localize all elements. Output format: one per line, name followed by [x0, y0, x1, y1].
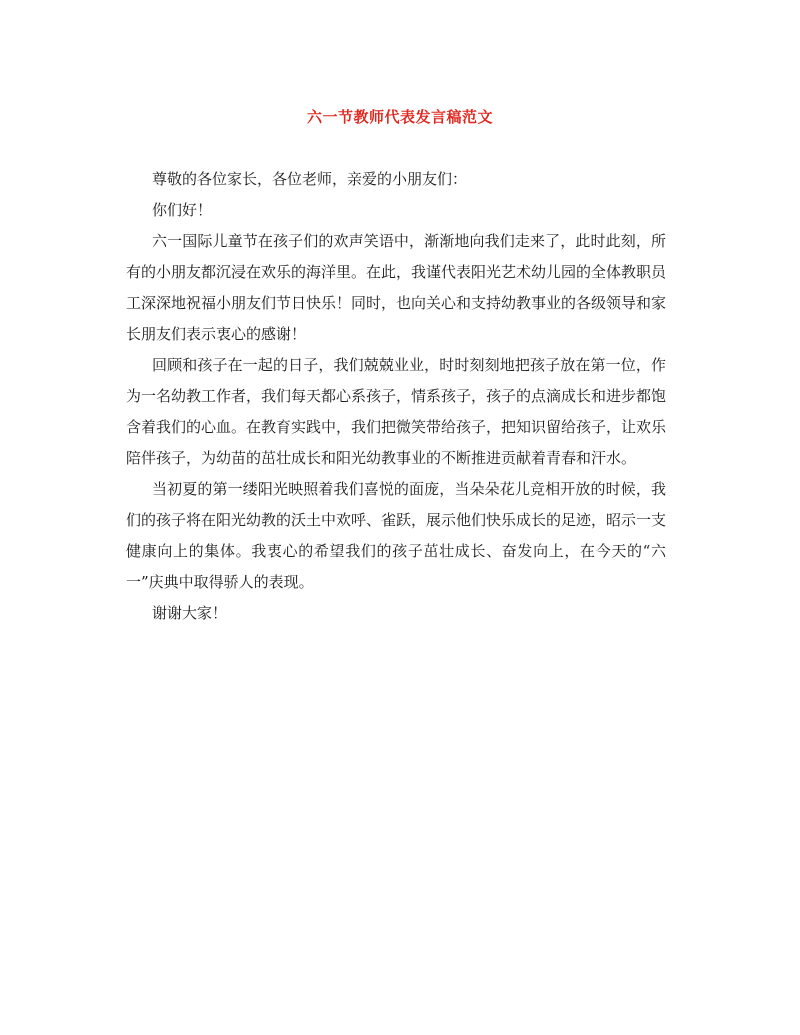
document-body — [126, 164, 666, 629]
closing: 谢谢大家！ — [152, 604, 228, 622]
paragraph-1: 六一国际儿童节在孩子们的欢声笑语中，渐渐地向我们走来了，此时此刻，所有的小朋友都沉浸在欢乐的海洋里。在此，我谨代表阳光艺术幼儿园的全体教职员工深深地祝福小朋友们节日快乐！同时，也向关心和支持幼教事业的各级领导和家长朋友们表示衷心的感谢！ — [126, 232, 667, 343]
salutation: 尊敬的各位家长，各位老师，亲爱的小朋友们： — [152, 170, 468, 188]
paragraph-3: 当初夏的第一缕阳光映照着我们喜悦的面庞，当朵朵花儿竞相开放的时候，我们的孩子将在阳光幼教的沃土中欢呼、雀跃，展示他们快乐成长的足迹，昭示一支健康向上的集体。我衷心的希望我们的孩子茁壮成长、奋发向上，在今天的“六一”庆典中取得骄人的表现。 — [126, 480, 667, 591]
page-title: 六一节教师代表发言稿范文 — [306, 108, 493, 126]
greeting: 你们好！ — [152, 201, 213, 219]
paragraph-2: 回顾和孩子在一起的日子，我们兢兢业业，时时刻刻地把孩子放在第一位，作为一名幼教工作者，我们每天都心系孩子，情系孩子，孩子的点滴成长和进步都饱含着我们的心血。在教育实践中，我们把微笑带给孩子，把知识留给孩子，让欢乐陪伴孩子，为幼苗的茁壮成长和阳光幼教事业的不断推进贡献着青春和汗水。 — [126, 356, 667, 467]
